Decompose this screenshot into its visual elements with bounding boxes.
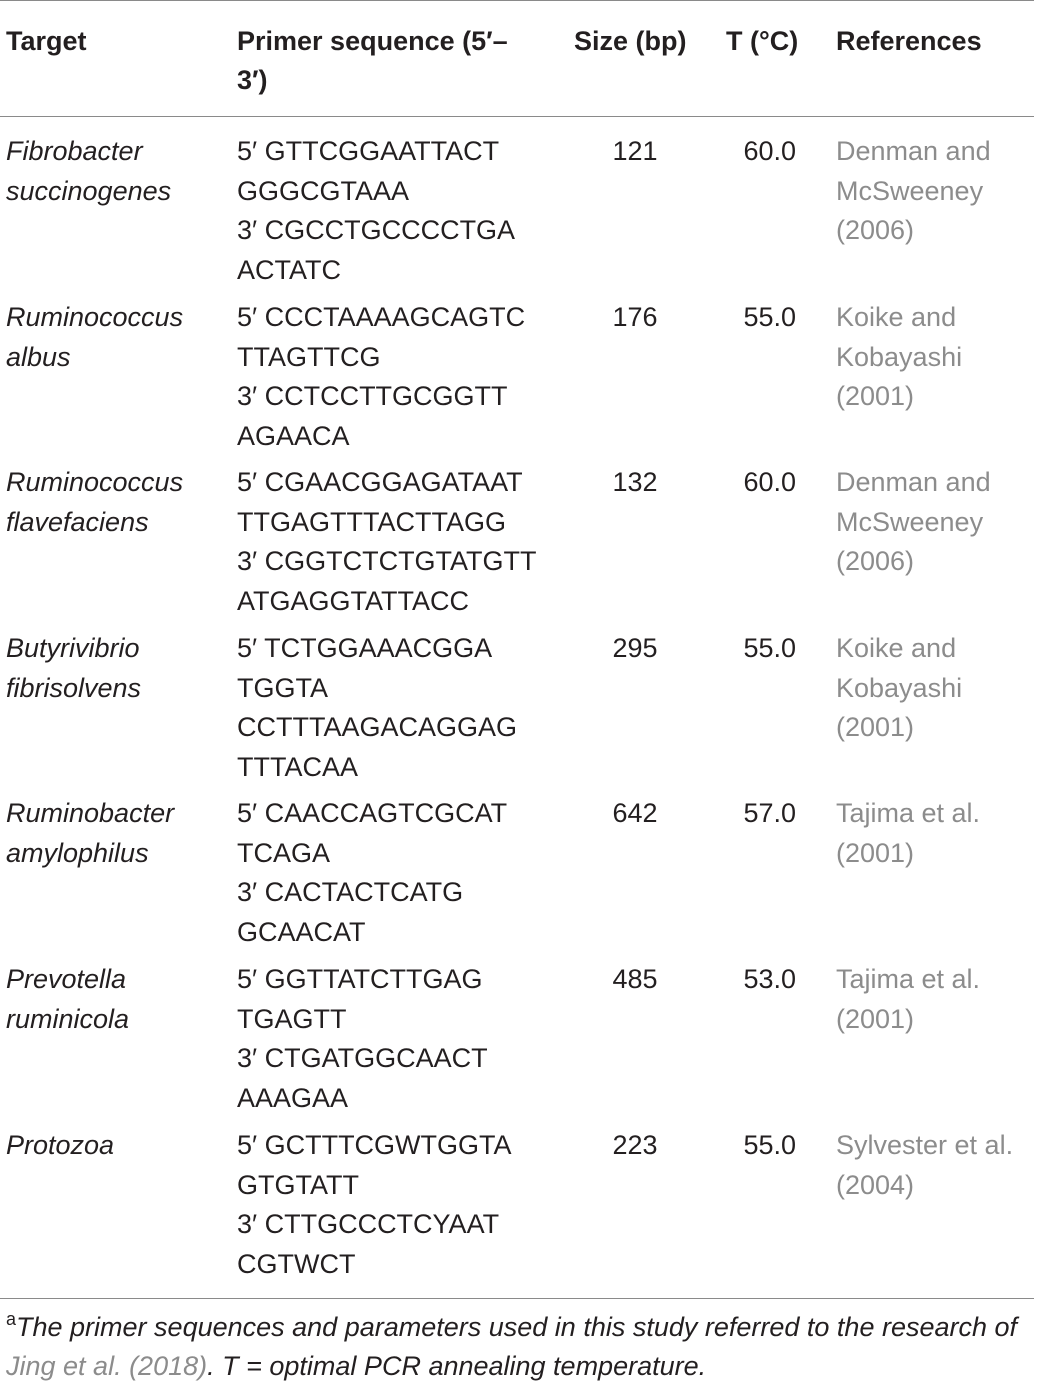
cell-primer: 5′ CCCTAAAAGCAGTC TTAGTTCG 3′ CCTCCTTGCGGTT AGAACA (237, 302, 526, 451)
cell-reference[interactable]: Koike and Kobayashi (2001) (836, 633, 963, 742)
header-references: References (836, 26, 982, 56)
cell-temp: 55.0 (743, 1130, 796, 1160)
cell-primer: 5′ GCTTTCGWTGGTA GTGTATT 3′ CTTGCCCTCYAAT CGTWCT (237, 1130, 512, 1279)
cell-target: Ruminobacter amylophilus (6, 798, 175, 868)
table-footnote (6, 1308, 1036, 1386)
cell-primer: 5′ CAACCAGTCGCAT TCAGA 3′ CACTACTCATG GCAACAT (237, 798, 508, 947)
footnote-citation-link[interactable]: Jing et al. (2018) (6, 1351, 208, 1381)
cell-temp: 57.0 (743, 798, 796, 828)
cell-reference[interactable]: Denman and McSweeney (2006) (836, 467, 991, 576)
cell-size: 176 (612, 302, 658, 332)
header-primer-sequence: Primer sequence (5′–3′) (237, 26, 508, 95)
cell-primer: 5′ TCTGGAAACGGA TGGTA CCTTTAAGACAGGAG TTTACAA (237, 633, 518, 782)
cell-primer: 5′ GGTTATCTTGAG TGAGTT 3′ CTGATGGCAACT AAAGAA (237, 964, 488, 1113)
cell-temp: 60.0 (743, 136, 796, 166)
header-bottom-rule (0, 116, 1034, 117)
table-top-rule (0, 0, 1034, 1)
footnote-marker: a (6, 1309, 17, 1329)
cell-reference[interactable]: Sylvester et al. (2004) (836, 1130, 1014, 1200)
cell-temp: 55.0 (743, 302, 796, 332)
table-header-row (0, 22, 1040, 118)
cell-size: 295 (612, 633, 658, 663)
cell-temp: 55.0 (743, 633, 796, 663)
cell-target: Ruminococcus flavefaciens (6, 467, 184, 537)
cell-primer: 5′ CGAACGGAGATAAT TTGAGTTTACTTAGG 3′ CGGTCTCTGTATGTT ATGAGGTATTACC (237, 467, 537, 616)
cell-reference[interactable]: Tajima et al. (2001) (836, 798, 981, 868)
cell-reference[interactable]: Koike and Kobayashi (2001) (836, 302, 963, 411)
footnote-text-after: . T = optimal PCR annealing temperature. (207, 1351, 707, 1381)
cell-target: Prevotella ruminicola (6, 964, 130, 1034)
footnote-text-before: The primer sequences and parameters used in this study referred to the research of (16, 1312, 1018, 1342)
cell-temp: 60.0 (743, 467, 796, 497)
cell-target: Fibrobacter succinogenes (6, 136, 172, 206)
cell-size: 132 (612, 467, 658, 497)
cell-target: Butyrivibrio fibrisolvens (6, 633, 142, 703)
cell-reference[interactable]: Denman and McSweeney (2006) (836, 136, 991, 245)
table-bottom-rule (0, 1298, 1034, 1299)
cell-size: 223 (612, 1130, 658, 1160)
header-temperature: T (°C) (726, 26, 799, 56)
header-target: Target (6, 26, 87, 56)
cell-temp: 53.0 (743, 964, 796, 994)
header-size: Size (bp) (574, 26, 687, 56)
cell-size: 485 (612, 964, 658, 994)
cell-size: 121 (612, 136, 658, 166)
cell-target: Ruminococcus albus (6, 302, 184, 372)
cell-reference[interactable]: Tajima et al. (2001) (836, 964, 981, 1034)
cell-size: 642 (612, 798, 658, 828)
cell-target: Protozoa (6, 1130, 115, 1160)
cell-primer: 5′ GTTCGGAATTACT GGGCGTAAA 3′ CGCCTGCCCCTGA ACTATC (237, 136, 516, 285)
